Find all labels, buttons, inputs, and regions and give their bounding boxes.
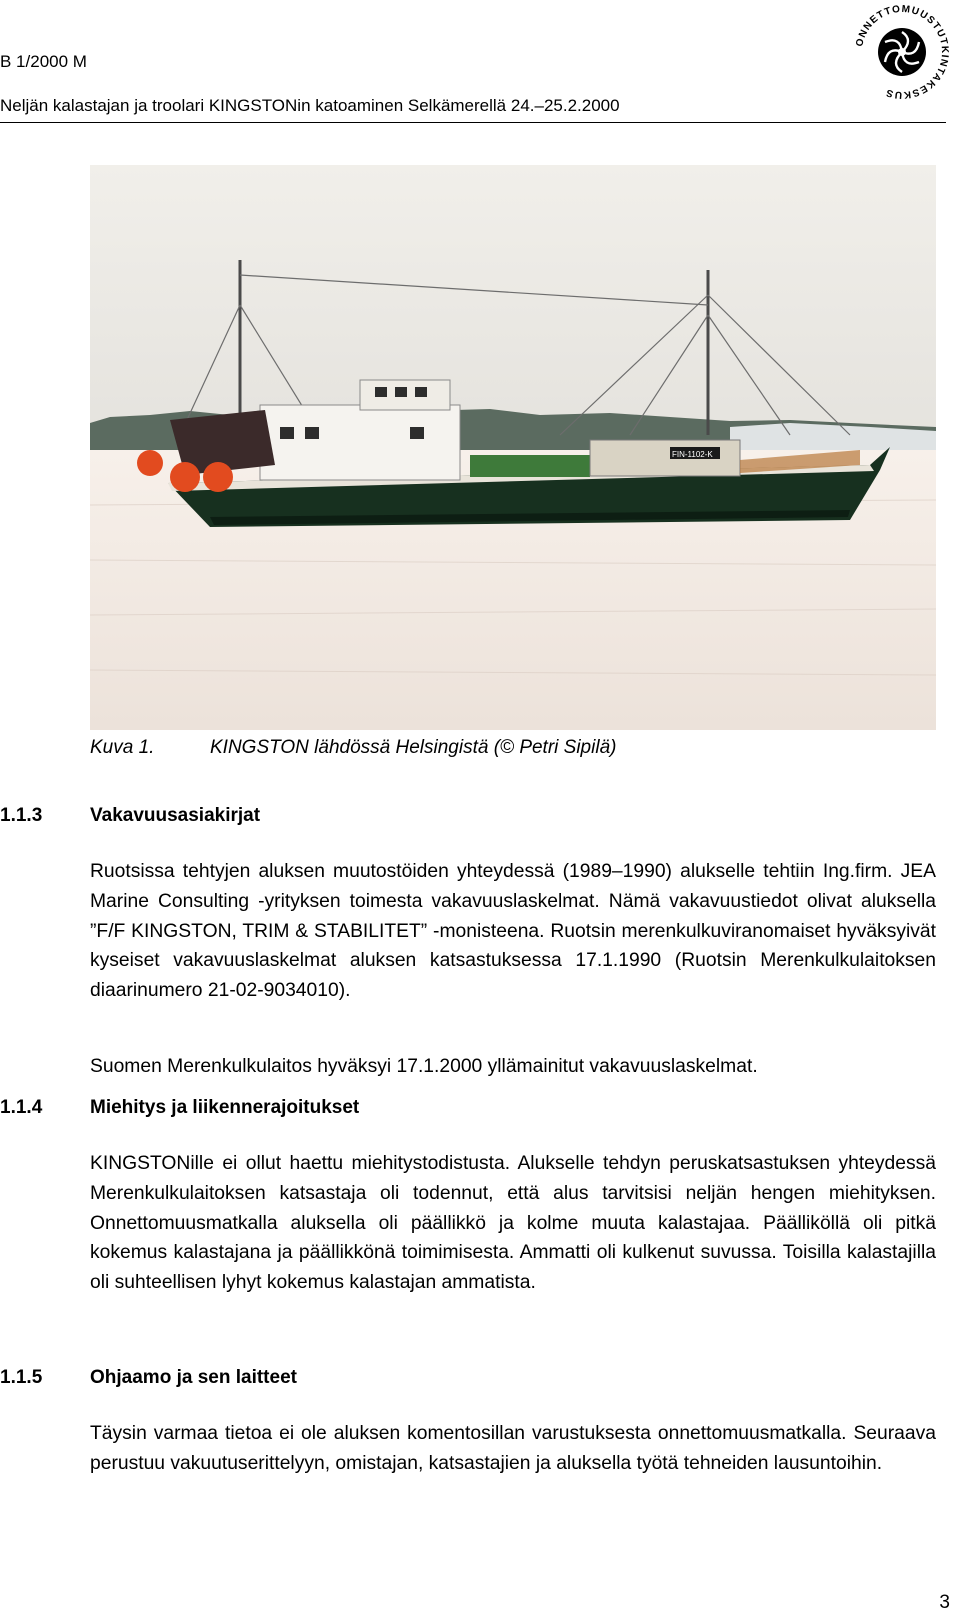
page-number: 3	[939, 1592, 950, 1613]
report-code: B 1/2000 M	[0, 52, 87, 71]
onnettomuustutkintakeskus-logo	[852, 2, 952, 102]
section-title: Ohjaamo ja sen laitteet	[90, 1367, 297, 1388]
header-divider	[0, 122, 946, 123]
svg-text:ONNETTOMUUSTUTKINTAKESKUS: ONNETTOMUUSTUTKINTAKESKUS	[854, 3, 951, 101]
paragraph: KINGSTONille ei ollut haettu miehitystodistusta. Alukselle tehdyn peruskatsastuksen yhteydessä Merenkulkulaitoksen katsastaja oli todennut, että alus tarvitsisi neljän hengen miehityksen. Onnettomuusmatkalla aluksella oli päällikkö ja kolme muuta kalastajaa. Päälliköllä oli pitkä kokemus kalastajana ja päällikkönä toimimisesta. Ammatti oli kulkenut suvussa. Toisilla kalastajilla oli suhteellisen lyhyt kokemus kalastajan ammatista.	[90, 1153, 936, 1294]
report-title: Neljän kalastajan ja troolari KINGSTONin katoaminen Selkämerellä 24.–25.2.2000	[0, 96, 620, 115]
section-heading	[0, 1097, 359, 1119]
section-number: 1.1.3	[0, 805, 43, 826]
caption-text: KINGSTON lähdössä Helsingistä (© Petri Sipilä)	[210, 737, 617, 758]
section-title: Miehitys ja liikennerajoitukset	[90, 1097, 360, 1118]
paragraph: Suomen Merenkulkulaitos hyväksyi 17.1.2000 yllämainitut vakavuuslaskelmat.	[90, 1056, 758, 1077]
section-heading	[0, 1367, 297, 1389]
svg-text:FIN-1102-K: FIN-1102-K	[672, 450, 713, 459]
section-heading	[0, 805, 260, 827]
section-number: 1.1.4	[0, 1097, 43, 1118]
paragraph: Täysin varmaa tietoa ei ole aluksen komentosillan varustuksesta onnettomuusmatkalla. Seuraava perustuu vakuutuserittelyyn, omistajan, katsastajien ja aluksella työtä tehneiden lausuntoihin.	[90, 1423, 936, 1474]
ship-photo	[90, 165, 936, 730]
figure-caption	[90, 737, 616, 759]
section-number: 1.1.5	[0, 1367, 43, 1388]
caption-label: Kuva 1.	[90, 737, 155, 758]
paragraph: Ruotsissa tehtyjen aluksen muutostöiden yhteydessä (1989–1990) alukselle tehtiin Ing.firm. JEA Marine Consulting -yrityksen toimesta vakavuuslaskelmat. Nämä vakavuustiedot olivat aluksella ”F/F KINGSTON, TRIM & STABILITET” -monisteena. Ruotsin merenkulkuviranomaiset hyväksyivät kyseiset vakavuuslaskelmat aluksen katsastuksessa 17.1.1990 (Ruotsin Merenkulkulaitoksen diaarinumero 21-02-9034010).	[90, 861, 936, 1002]
section-title: Vakavuusasiakirjat	[90, 805, 261, 826]
